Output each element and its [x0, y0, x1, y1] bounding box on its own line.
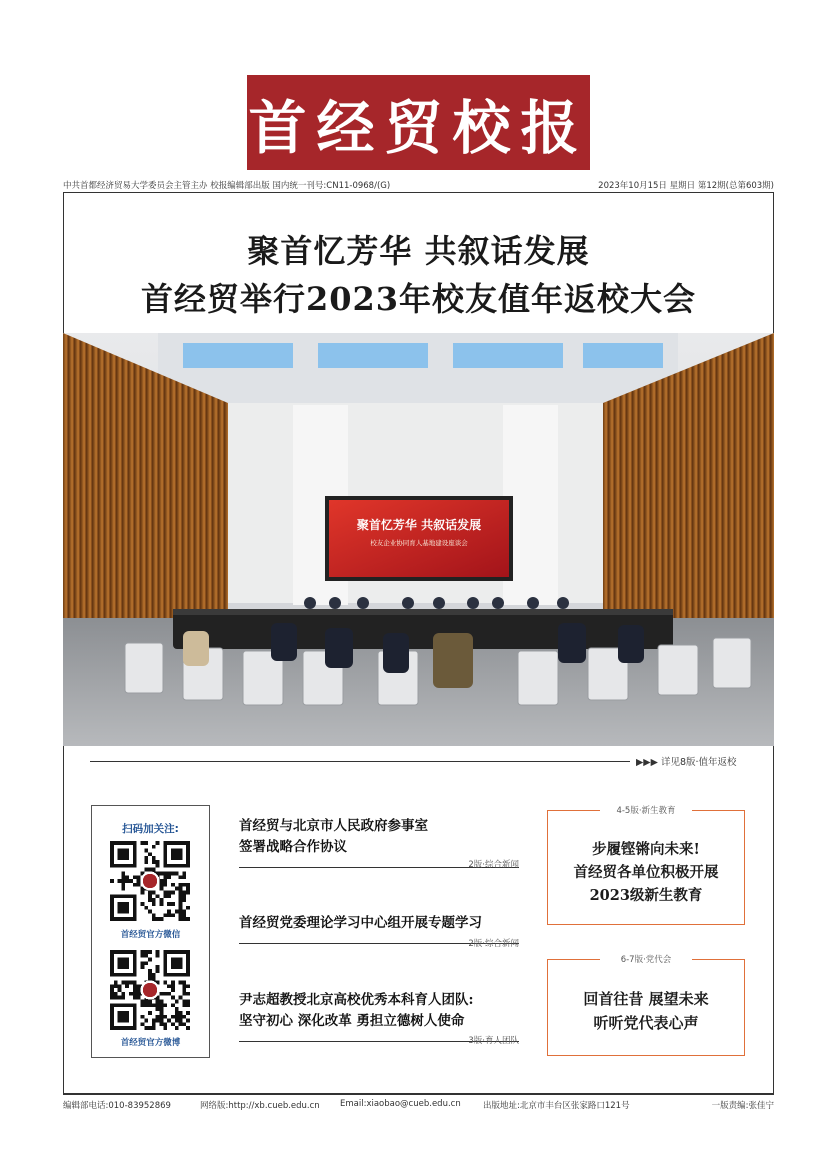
see-more-rule: [90, 761, 630, 762]
meeting-hall-photo: [63, 333, 774, 746]
news-item-1-line-2: 签署战略合作协议: [239, 839, 347, 855]
screen-title: 聚首忆芳华 共叙话发展: [356, 518, 482, 532]
lead-photo: [63, 333, 774, 746]
feature-box-1-line-1: 步履铿锵向未来!: [592, 841, 700, 858]
footer-email[interactable]: Email:xiaobao@cueb.edu.cn: [340, 1099, 461, 1109]
footer-website[interactable]: 网络版:http://xb.cueb.edu.cn: [200, 1101, 320, 1111]
feature-box-1-line-3: 2023级新生教育: [589, 887, 703, 904]
wechat-qr-code[interactable]: [109, 841, 191, 921]
feature-box-2-line-2: 听听党代表心声: [593, 1014, 699, 1032]
weibo-qr-code[interactable]: [109, 950, 191, 1030]
news-item-3-source: 3版·育人团队: [468, 1036, 519, 1046]
masthead-logo: [247, 75, 590, 170]
qr-logo-icon: [142, 982, 159, 999]
main-headline-line-1: 聚首忆芳华 共叙话发展: [247, 232, 590, 270]
wechat-qr-caption: 首经贸官方微信: [120, 930, 181, 940]
see-more-link[interactable]: ▶▶▶ 详见8版·值年返校: [636, 757, 737, 768]
qr-logo-icon: [142, 873, 159, 890]
issue-date-info: 2023年10月15日 星期日 第12期(总第603期): [598, 181, 774, 191]
feature-box-2-line-1: 回首往昔 展望未来: [583, 990, 709, 1008]
weibo-qr-caption: 首经贸官方微博: [120, 1038, 181, 1048]
main-headline-line-2: 首经贸举行2023年校友值年返校大会: [140, 280, 697, 318]
feature-box-1-line-2: 首经贸各单位积极开展: [573, 864, 719, 881]
news-item-3-title[interactable]: [239, 990, 473, 1032]
screen-subtitle: 校友企业协同育人基地建设座谈会: [370, 539, 468, 547]
footer-editor: 一版责编:张佳宁: [711, 1101, 774, 1111]
feature-box-2-text: [547, 987, 745, 1035]
feature-box-1-text: [547, 838, 745, 907]
news-item-2-title[interactable]: [239, 913, 482, 934]
footer-rule: [63, 1094, 774, 1095]
publisher-info: 中共首都经济贸易大学委员会主管主办 校报编辑部出版 国内统一刊号:CN11-0968/(G): [63, 181, 391, 191]
footer-address: 出版地址:北京市丰台区张家路口121号: [483, 1101, 630, 1111]
masthead-title: 首经贸校报: [248, 93, 589, 162]
footer-phone: 编辑部电话:010-83952869: [63, 1101, 171, 1111]
qr-panel-title: 扫码加关注:: [122, 823, 179, 835]
feature-box-2-label: 6-7版·党代会: [600, 953, 692, 965]
feature-box-1-label: 4-5版·新生教育: [600, 804, 692, 816]
news-item-1-source: 2版·综合新闻: [468, 860, 519, 870]
news-item-1-line-1: 首经贸与北京市人民政府参事室: [239, 818, 428, 834]
news-item-3-line-2: 坚守初心 深化改革 勇担立德树人使命: [239, 1013, 465, 1029]
news-item-2-source: 2版·综合新闻: [468, 939, 519, 949]
news-item-2-line-1: 首经贸党委理论学习中心组开展专题学习: [239, 915, 482, 931]
news-item-3-line-1: 尹志超教授北京高校优秀本科育人团队:: [239, 992, 474, 1008]
news-item-1-title[interactable]: [239, 816, 428, 858]
